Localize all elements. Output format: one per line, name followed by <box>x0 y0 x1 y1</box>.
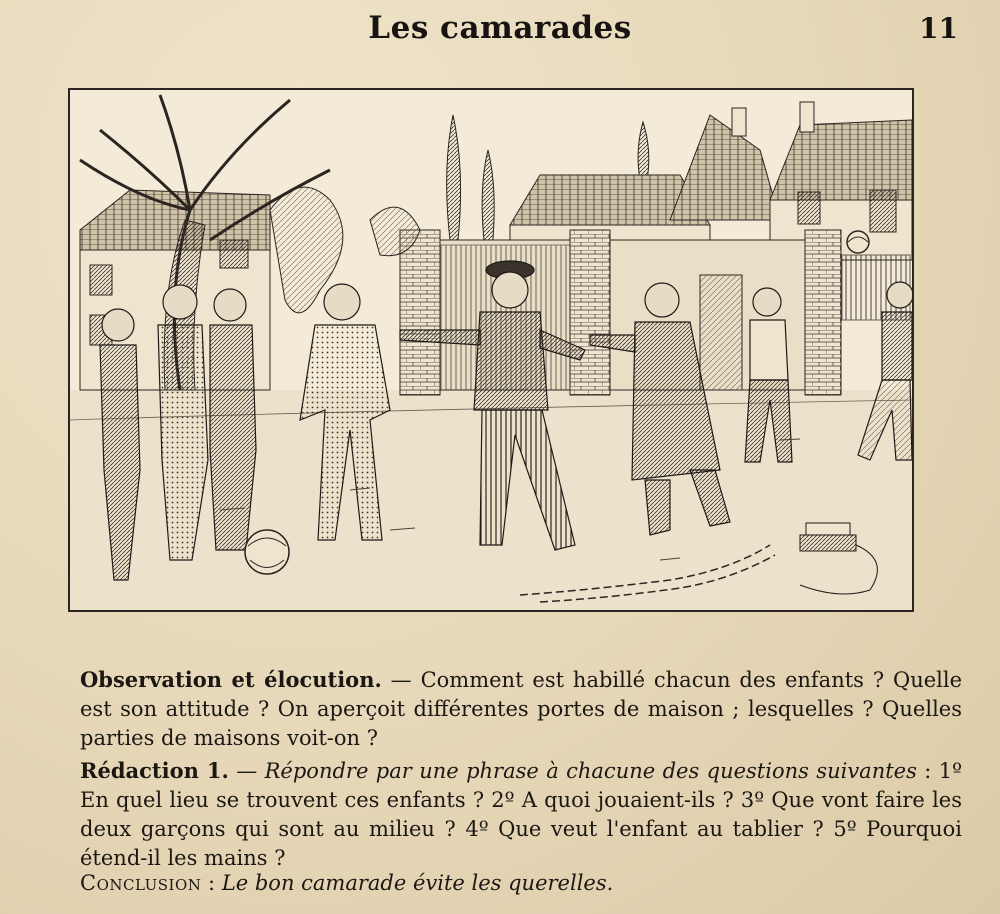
page-number: 11 <box>919 12 958 45</box>
redaction-heading: Rédaction 1. <box>80 758 229 783</box>
observation-dash: — <box>381 668 421 692</box>
page-title: Les camarades <box>368 10 632 46</box>
observation-heading: Observation et élocution. <box>80 667 382 692</box>
conclusion-text: Le bon camarade évite les querelles. <box>221 871 614 895</box>
conclusion-section <box>50 869 962 898</box>
redaction-instruction: Répondre par une phrase à chacune des questions suivantes <box>264 759 917 783</box>
redaction-dash: — <box>228 759 265 783</box>
conclusion-label: Conclusion <box>80 871 202 895</box>
redaction-questions: : 1º En quel lieu se trouvent ces enfants ? 2º A quoi jouaient-ils ? 3º Que vont faire les deux garçons qui sont au milieu ? 4º Que veut l'enfant au tablier ? 5º Pourquoi étend-il les mains ? <box>80 759 962 870</box>
observation-section <box>50 665 962 753</box>
redaction-section <box>50 756 962 873</box>
schoolyard-illustration <box>68 88 914 612</box>
conclusion-separator: : <box>201 871 222 895</box>
observation-text: Comment est habillé chacun des enfants ? Quelle est son attitude ? On aperçoit différentes portes de maison ; lesquelles ? Quelles parties de maisons voit-on ? <box>80 668 963 750</box>
engraving-icon <box>70 90 912 610</box>
